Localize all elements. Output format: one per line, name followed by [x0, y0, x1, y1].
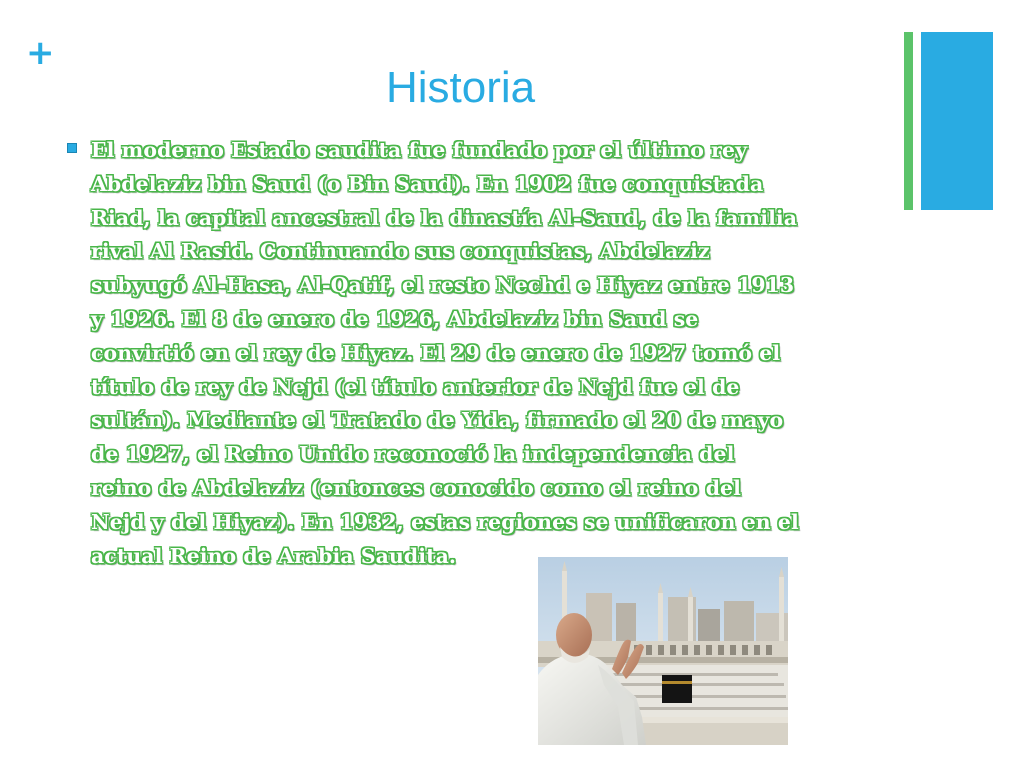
paragraph-line: rival Al Rasid. Continuando sus conquistas, Abdelaziz — [91, 239, 710, 264]
paragraph-line: Nejd y del Hiyaz). En 1932, estas regiones se unificaron en el — [91, 509, 799, 534]
bullet-square-icon — [67, 143, 77, 153]
history-paragraph — [91, 134, 891, 573]
paragraph-line: Riad, la capital ancestral de la dinastía Al-Saud, de la familia — [91, 205, 798, 230]
mecca-pilgrim-photo — [538, 557, 788, 745]
slide-title: Historia — [386, 63, 536, 112]
paragraph-line: sultán). Mediante el Tratado de Yida, firmado el 20 de mayo — [91, 408, 784, 433]
paragraph-line: actual Reino de Arabia Saudita. — [91, 543, 457, 568]
blue-accent-bar — [921, 32, 993, 210]
paragraph-line: El moderno Estado saudita fue fundado por el último rey — [91, 138, 748, 162]
paragraph-line: convirtió en el rey de Hiyaz. El 29 de enero de 1927 tomó el — [91, 340, 781, 365]
paragraph-line: reino de Abdelaziz (entonces conocido como el reino del — [91, 475, 741, 500]
paragraph-line: subyugó Al-Hasa, Al-Qatif, el resto Nechd e Hiyaz entre 1913 — [91, 273, 795, 298]
paragraph-line: Abdelaziz bin Saud (o Bin Saud). En 1902 fue conquistada — [91, 171, 764, 196]
paragraph-line: título de rey de Nejd (el título anterior de Nejd fue el de — [91, 374, 740, 399]
paragraph-line: y 1926. El 8 de enero de 1926, Abdelaziz bin Saud se — [91, 306, 699, 331]
paragraph-line: de 1927, el Reino Unido reconoció la independencia del — [91, 442, 735, 467]
green-accent-bar — [904, 32, 913, 210]
plus-icon: + — [26, 33, 55, 73]
mecca-photo-illustration — [538, 557, 788, 745]
